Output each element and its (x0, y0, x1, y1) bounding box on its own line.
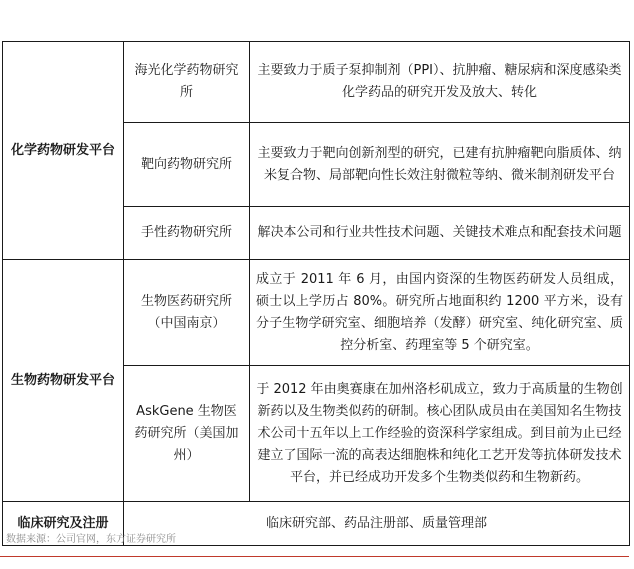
source-note: 数据来源：公司官网，东方证券研究所 (6, 534, 176, 545)
institute-desc: 主要致力于质子泵抑制剂（PPI）、抗肿瘤、糖尿病和深度感染类化学药品的研究开发及放大、转化 (250, 42, 630, 123)
institute-desc: 解决本公司和行业共性技术问题、关键技术难点和配套技术问题 (250, 207, 630, 260)
institute-name: 生物医药研究所（中国南京） (124, 260, 250, 366)
table-container (2, 41, 629, 546)
institute-desc: 主要致力于靶向创新剂型的研究，已建有抗肿瘤靶向脂质体、纳米复合物、局部靶向性长效注射微粒等纳、微米制剂研发平台 (250, 123, 630, 207)
table-row (3, 42, 630, 123)
clinical-desc: 临床研究部、药品注册部、质量管理部 (124, 502, 630, 546)
institute-name: 海光化学药物研究所 (124, 42, 250, 123)
category-clinical: 临床研究及注册 (3, 502, 124, 546)
bottom-divider (0, 556, 629, 557)
category-bio: 生物药物研发平台 (3, 260, 124, 502)
institute-name: 靶向药物研究所 (124, 123, 250, 207)
institute-name: AskGene 生物医药研究所（美国加州） (124, 366, 250, 502)
institute-desc: 于 2012 年由奥赛康在加州洛杉矶成立，致力于高质量的生物创新药以及生物类似药的研制。核心团队成员由在美国知名生物技术公司十五年以上工作经验的资深科学家组成。到目前为止已经建立了国际一流的高表达细胞株和纯化工艺开发等抗体研发技术平台，并已经成功开发多个生物类似药和生物新药。 (250, 366, 630, 502)
rnd-platform-table (2, 41, 630, 546)
institute-desc: 成立于 2011 年 6 月，由国内资深的生物医药研发人员组成，硕士以上学历占 80%。研究所占地面积约 1200 平方米，设有分子生物学研究室、细胞培养（发酵）研究室、纯化研究室、质控分析室、药理室等 5 个研究室。 (250, 260, 630, 366)
table-row (3, 260, 630, 366)
category-chem: 化学药物研发平台 (3, 42, 124, 260)
institute-name: 手性药物研究所 (124, 207, 250, 260)
